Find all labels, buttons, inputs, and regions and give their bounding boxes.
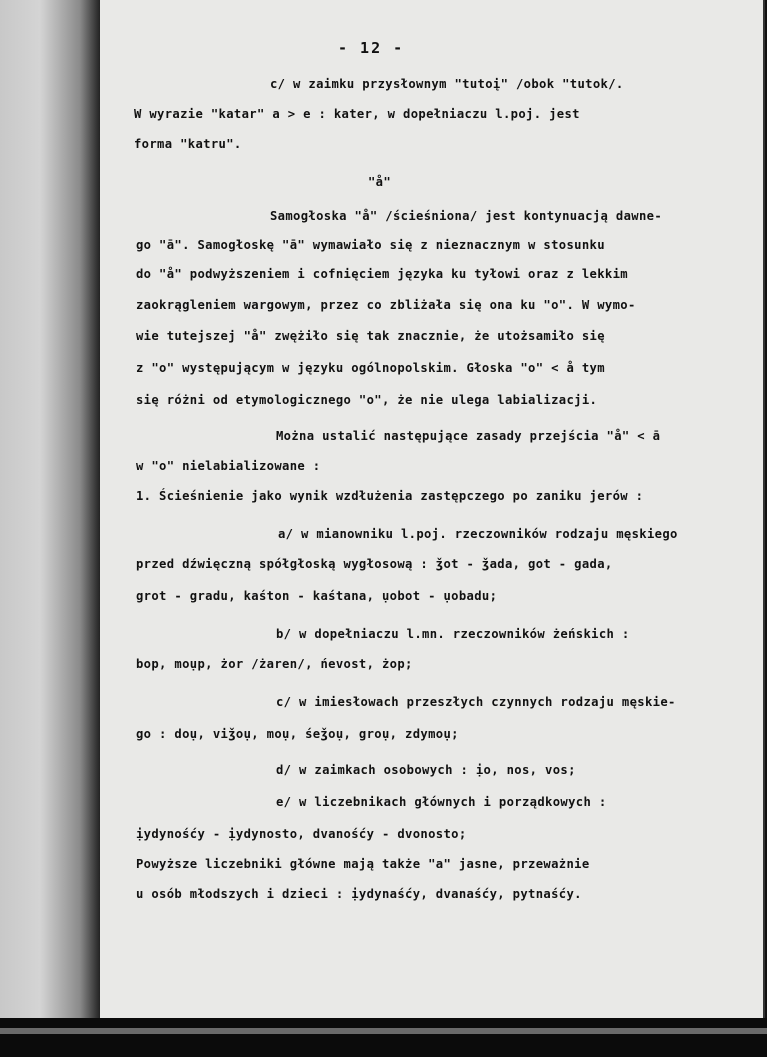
- text-line: b/ w dopełniaczu l.mn. rzeczowników żeńskich :: [276, 627, 630, 641]
- text-line: go "ā". Samogłoskę "ā" wymawiało się z nieznacznym w stosunku: [136, 238, 605, 252]
- text-line: zaokrągleniem wargowym, przez co zbliżała się ona ku "o". W wymo-: [136, 298, 636, 312]
- text-line: w "o" nielabializowane :: [136, 459, 321, 473]
- text-line: c/ w imiesłowach przeszłych czynnych rodzaju męskie-: [276, 695, 676, 709]
- page-number: - 12 -: [338, 39, 405, 57]
- text-line: Można ustalić następujące zasady przejścia "å" < ā: [276, 429, 661, 443]
- text-line: W wyrazie "katar" a > e : kater, w dopełniaczu l.poj. jest: [134, 107, 580, 121]
- text-line: się różni od etymologicznego "o", że nie ulega labializacji.: [136, 393, 598, 407]
- text-line: do "å" podwyższeniem i cofnięciem języka ku tyłowi oraz z lekkim: [136, 267, 628, 281]
- scan-left-margin: [0, 0, 100, 1057]
- text-line: a/ w mianowniku l.poj. rzeczowników rodzaju męskiego: [278, 527, 678, 541]
- text-line: z "o" występującym w języku ogólnopolskim. Głoska "o" < å tym: [136, 361, 605, 375]
- text-line: przed dźwięczną spółgłoską wygłosową : ǯot - ǯada, got - gada,: [136, 557, 613, 571]
- text-line: go : doụ, viǯoụ, moụ, śeǯoụ, groụ, zdymoụ;: [136, 727, 459, 741]
- text-line: e/ w liczebnikach głównych i porządkowych :: [276, 795, 607, 809]
- text-line: c/ w zaimku przysłownym "tutoį" /obok "tutok/.: [270, 77, 624, 91]
- text-line: 1. Ścieśnienie jako wynik wzdłużenia zastępczego po zaniku jerów :: [136, 489, 644, 503]
- text-line: forma "katru".: [134, 137, 242, 151]
- text-line: d/ w zaimkach osobowych : ịo, nos, vos;: [276, 763, 576, 777]
- scan-bottom-edge: [0, 1018, 767, 1057]
- text-line: bop, moụp, żor /żaren/, ńevost, żop;: [136, 657, 413, 671]
- text-line: Powyższe liczebniki główne mają także "a" jasne, przeważnie: [136, 857, 590, 871]
- text-line: u osób młodszych i dzieci : ịydynaśćy, dvanaśćy, pytnaśćy.: [136, 887, 582, 901]
- text-line: grot - gradu, kaśton - kaśtana, ụobot - ụobadu;: [136, 589, 498, 603]
- text-line: Samogłoska "å" /ścieśniona/ jest kontynuacją dawne-: [270, 209, 663, 223]
- section-heading: "å": [368, 175, 392, 189]
- text-line: ịydynośćy - ịydynosto, dvanośćy - dvonosto;: [136, 827, 467, 841]
- text-line: wie tutejszej "å" zwężiło się tak znacznie, że utożsamiło się: [136, 329, 605, 343]
